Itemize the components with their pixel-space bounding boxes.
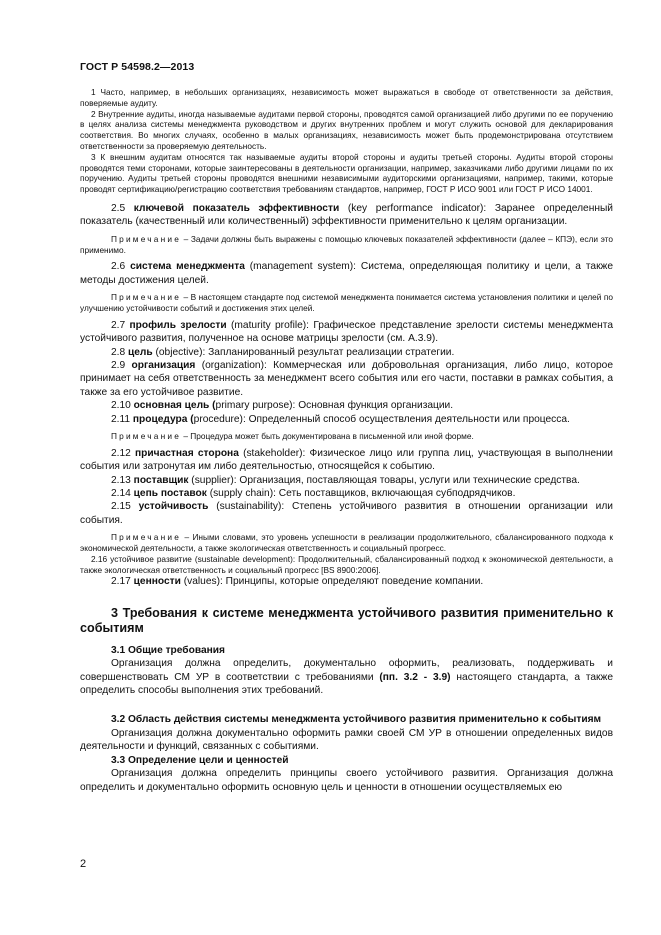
term-2-16: 2.16 устойчивое развитие (sustainable development): Продолжительный, сбалансированный подход к экономической деятельности, а также экологическая ответственность и социальный прогресс [BS 8900:2006]. — [80, 553, 613, 575]
term-2-13: 2.13 поставщик (supplier): Организация, поставляющая товары, услуги или технические средства. — [111, 474, 580, 486]
section-3-1-title: 3.1 Общие требования — [111, 644, 225, 656]
term-2-9: 2.9 организация (organization): Коммерческая или добровольная организация, либо лицо, которое принимает на себя ответственность за менеджмент всего события или его части, поставки в рамках события, а также за его устойчивое развитие. — [80, 360, 613, 398]
term-2-11: 2.11 процедура (procedure): Определенный способ осуществления деятельности или процесса. — [111, 413, 570, 425]
term-2-8: 2.8 цель (objective): Запланированный результат реализации стратегии. — [111, 346, 455, 358]
section-3-heading: 3 Требования к системе менеджмента устойчивого развития применительно к событиям — [80, 605, 613, 636]
section-3-1-text: Организация должна определить, документально оформить, реализовать, поддерживать и совершенствовать СМ УР в соответствии с требованиями (пп. 3.2 - 3.9) настоящего стандарта, а также определить способы выполнения этих требований. — [80, 658, 613, 697]
term-2-14: 2.14 цепь поставок (supply chain): Сеть поставщиков, включающая субподрядчиков. — [111, 488, 516, 500]
term-2-5: 2.5 ключевой показатель эффективности (key performance indicator): Заранее определенный показатель (качественный или количественный) эффективности применительно к целям организации. — [80, 202, 613, 228]
term-2-15: 2.15 устойчивость (sustainability): Степень устойчивого развития в отношении организации или события. — [80, 501, 613, 526]
section-3-2-title: 3.2 Область действия системы менеджмента устойчивого развития применительно к событиям — [111, 714, 602, 726]
note-2-5: Примечание – Задачи должны быть выражены с помощью ключевых показателей эффективности (далее – КПЭ), если это применимо. — [80, 233, 613, 255]
term-2-6: 2.6 система менеджмента (management system): Система, определяющая политику и цели, а также методы достижения целей. — [80, 261, 614, 286]
note-2-6: Примечание – В настоящем стандарте под системой менеджмента понимается система установления политики и целей по улучшению устойчивости событий и достижения этих целей. — [80, 292, 613, 313]
page-header: ГОСТ Р 54598.2—2013 — [80, 61, 195, 73]
note-3: 3 К внешним аудитам относятся так называемые аудиты второй стороны и аудиты третьей стороны. Аудиты второй стороны проводятся теми сторонами, которые заинтересованы в деятельности организации, например, заказчиками либо другими лицами по их поручению. Аудиты третьей стороны проводятся внешними независимыми аудиторскими организациями, например, такими, которые проводят сертификацию/регистрацию соответствия требованиям стандартов, например, ГОСТ Р ИСО 9001 или ГОСТ Р ИСО 14001. — [80, 151, 613, 195]
note-2: 2 Внутренние аудиты, иногда называемые аудитами первой стороны, проводятся самой организацией либо другими по ее поручению в целях анализа системы менеджмента руководством и других внутренних проблем и могут служить основой для декларирования соответствия. Во многих случаях, особенно в малых организациях, независимость может быть продемонстрирована отсутствием ответственности за проверяемую деятельность. — [80, 108, 613, 151]
term-2-12: 2.12 причастная сторона (stakeholder): Физическое лицо или группа лиц, участвующая в выполнении события или затронутая им либо деятельностью, относящейся к событию. — [80, 447, 613, 473]
note-2-11: Примечание – Процедура может быть документирована в письменной или иной форме. — [111, 431, 474, 442]
term-2-10: 2.10 основная цель (primary purpose): Основная функция организации. — [111, 400, 454, 412]
note-1: 1 Часто, например, в небольших организациях, независимость может выражаться в свободе от ответственности за действия, поверяемые аудиту. — [80, 87, 613, 108]
section-3-3-text: Организация должна определить принципы своего устойчивого развития. Организация должна определить и документально оформить основную цель и ценности в отношении осуществляемых ею — [80, 768, 613, 793]
term-2-7: 2.7 профиль зрелости (maturity profile): Графическое представление зрелости системы менеджмента устойчивого развития, полученное на основе матрицы зрелости (см. А.3.9). — [80, 319, 613, 345]
note-2-15: Примечание – Иными словами, это уровень успешности в реализации продолжительного, сбалансированного подхода к экономической деятельности, а также экологическая ответственность и социальный прогресс. — [80, 532, 613, 554]
page-number: 2 — [80, 858, 87, 870]
section-3-3-title: 3.3 Определение цели и ценностей — [111, 754, 289, 766]
section-3-2-text: Организация должна документально оформить рамки своей СМ УР в отношении определенных видов деятельности и функций, связанных с событиями. — [80, 727, 613, 753]
term-2-17: 2.17 ценности (values): Принципы, которые определяют поведение компании. — [111, 576, 484, 588]
page-body — [80, 87, 613, 794]
